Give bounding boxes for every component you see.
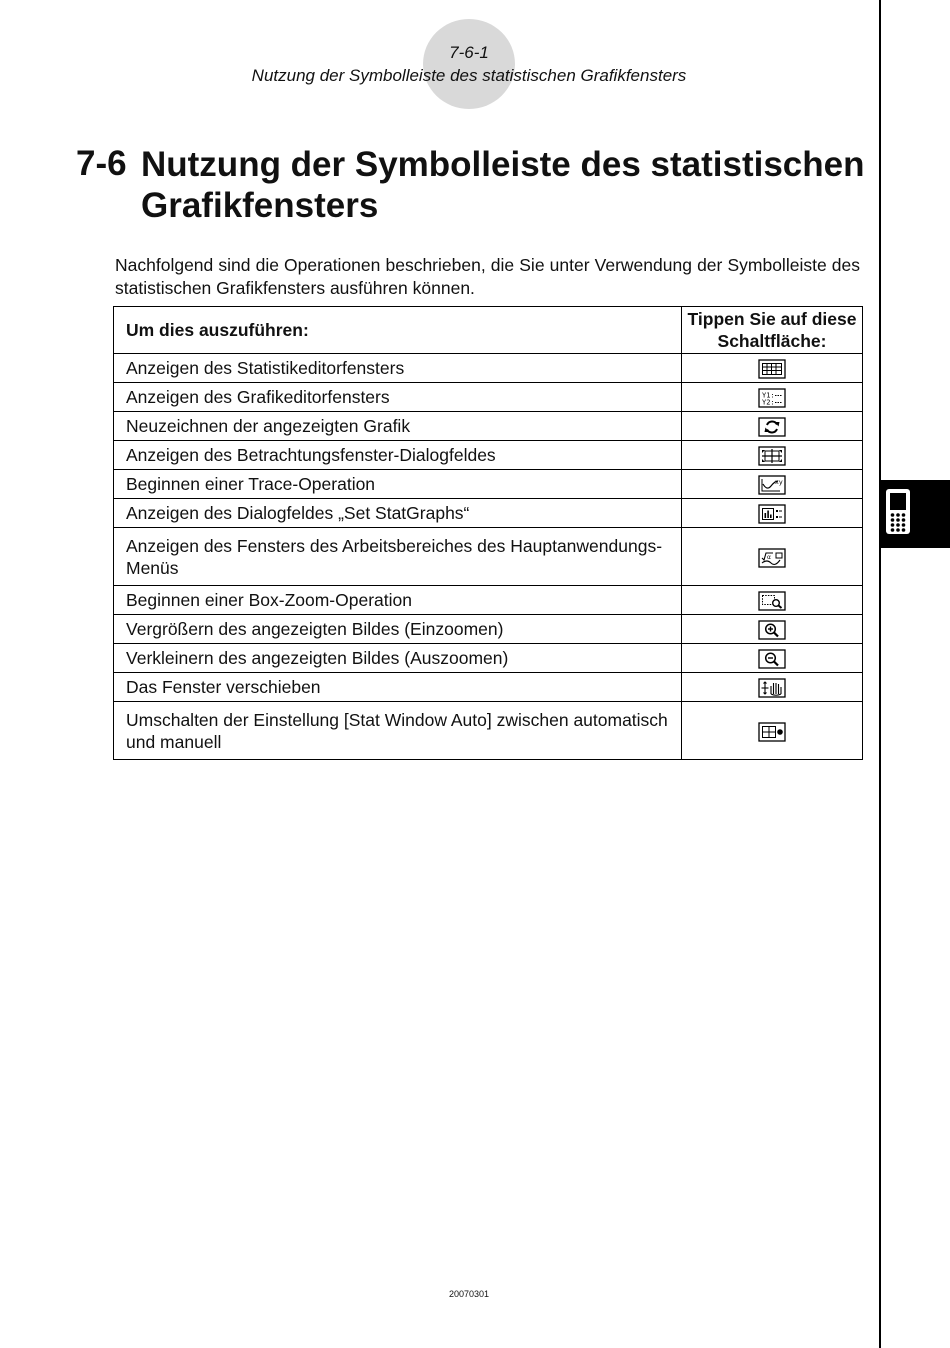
table-header-row: [114, 307, 863, 354]
svg-text:xy: xy: [775, 478, 783, 487]
view-window-icon[interactable]: [758, 446, 786, 466]
table-row: [114, 528, 863, 586]
header-action: Um dies auszuführen:: [114, 307, 682, 354]
redraw-icon[interactable]: [758, 417, 786, 437]
right-margin-rule: [879, 0, 881, 1348]
section-number: 7-6: [76, 144, 127, 183]
row-action: Anzeigen des Grafikeditorfensters: [114, 383, 682, 412]
table-row: [114, 615, 863, 644]
row-action: Beginnen einer Trace-Operation: [114, 470, 682, 499]
table-row: [114, 470, 863, 499]
svg-text:α: α: [767, 553, 771, 561]
stat-editor-icon[interactable]: [758, 359, 786, 379]
chapter-tab: [881, 480, 950, 548]
table-row: [114, 644, 863, 673]
row-action: Verkleinern des angezeigten Bildes (Auszoomen): [114, 644, 682, 673]
row-action: Anzeigen des Fensters des Arbeitsbereiches des Hauptanwendungs-Menüs: [114, 528, 682, 586]
row-action: Das Fenster verschieben: [114, 673, 682, 702]
main-workspace-icon[interactable]: [758, 548, 786, 568]
zoom-in-icon[interactable]: [758, 620, 786, 640]
box-zoom-icon[interactable]: [758, 591, 786, 611]
calculator-icon: [884, 488, 914, 536]
trace-icon[interactable]: [758, 475, 786, 495]
page-number: 7-6-1: [449, 43, 489, 62]
row-action: Umschalten der Einstellung [Stat Window Auto] zwischen automatisch und manuell: [114, 702, 682, 760]
running-title: Nutzung der Symbolleiste des statistischen Grafikfensters: [251, 66, 687, 85]
svg-text:Y1:: Y1:: [762, 391, 775, 400]
row-action: Anzeigen des Statistikeditorfensters: [114, 354, 682, 383]
operations-table: [113, 306, 863, 760]
intro-paragraph: Nachfolgend sind die Operationen beschrieben, die Sie unter Verwendung der Symbolleiste des statistischen Grafikfensters ausführen können.: [115, 255, 860, 298]
table-row: [114, 354, 863, 383]
row-action: Anzeigen des Dialogfeldes „Set StatGraphs“: [114, 499, 682, 528]
row-action: Anzeigen des Betrachtungsfenster-Dialogfeldes: [114, 441, 682, 470]
footer-code: 20070301: [448, 1289, 490, 1299]
section-title: Nutzung der Symbolleiste des statistischen Grafikfensters: [141, 145, 865, 225]
zoom-out-icon[interactable]: [758, 649, 786, 669]
table-row: [114, 586, 863, 615]
svg-text:Y2:: Y2:: [762, 398, 775, 407]
pan-icon[interactable]: [758, 678, 786, 698]
table-row: [114, 383, 863, 412]
set-statgraphs-icon[interactable]: [758, 504, 786, 524]
header-button: Tippen Sie auf diese Schaltfläche:: [682, 307, 863, 354]
table-row: [114, 499, 863, 528]
stat-window-auto-icon[interactable]: [758, 722, 786, 742]
table-row: [114, 441, 863, 470]
table-row: [114, 673, 863, 702]
header-circle: [423, 19, 515, 109]
row-action: Vergrößern des angezeigten Bildes (Einzoomen): [114, 615, 682, 644]
row-action: Neuzeichnen der angezeigten Grafik: [114, 412, 682, 441]
table-row: [114, 702, 863, 760]
row-action: Beginnen einer Box-Zoom-Operation: [114, 586, 682, 615]
graph-editor-icon[interactable]: [758, 388, 786, 408]
table-row: [114, 412, 863, 441]
